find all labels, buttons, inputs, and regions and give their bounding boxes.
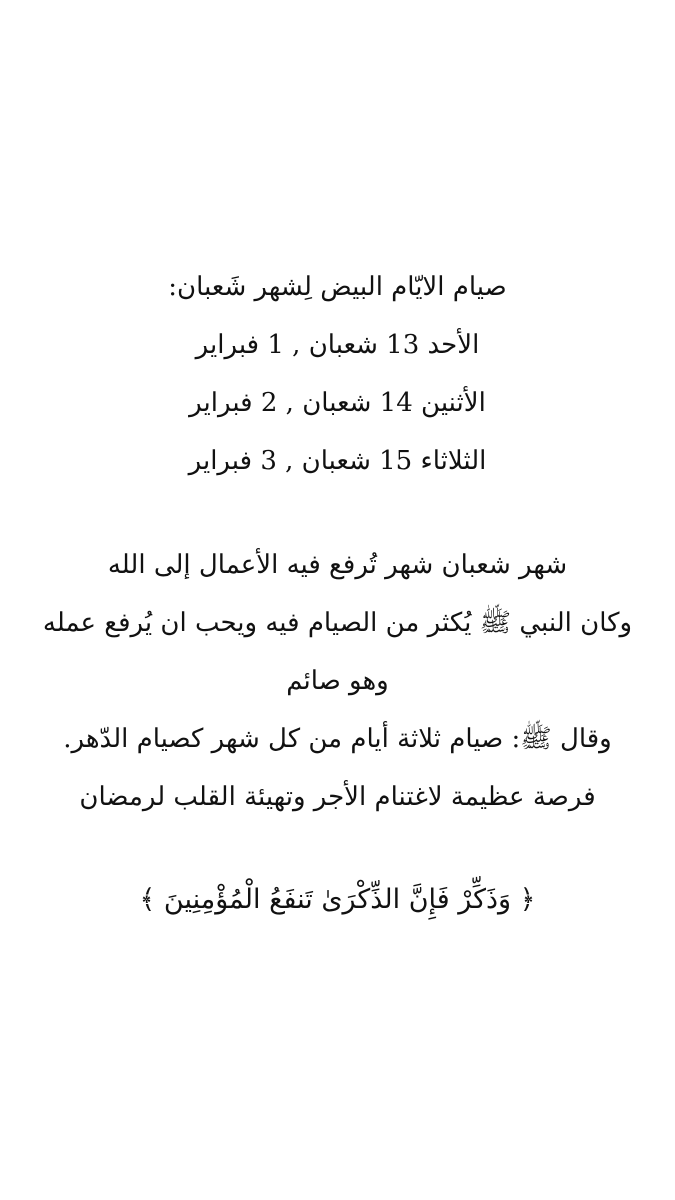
shaban-message — [40, 536, 635, 826]
message-line-deeds-raised: شهر شعبان شهر تُرفع فيه الأعمال إلى الله — [107, 550, 568, 580]
quran-verse — [40, 872, 635, 928]
schedule-heading: صيام الايّام البيض لِشهر شَعبان: — [168, 272, 507, 302]
verse-text: ﴿ وَذَكِّرْ فَإِنَّ الذِّكْرَىٰ تَنفَعُ الْمُؤْمِنِينَ ﴾ — [139, 884, 536, 915]
schedule-day-monday: الأثنين 14 شعبان , 2 فبراير — [189, 388, 486, 418]
message-line-three-days: وقال ﷺ: صيام ثلاثة أيام من كل شهر كصيام الدّهر. — [63, 724, 612, 754]
message-line-opportunity: فرصة عظيمة لاغتنام الأجر وتهيئة القلب لرمضان — [79, 782, 596, 812]
schedule-day-tuesday: الثلاثاء 15 شعبان , 3 فبراير — [188, 446, 487, 476]
white-days-schedule — [40, 258, 635, 490]
message-line-prophet-fasting: وكان النبي ﷺ يُكثر من الصيام فيه ويحب ان يُرفع عمله وهو صائم — [42, 608, 633, 696]
schedule-day-sunday: الأحد 13 شعبان , 1 فبراير — [195, 330, 480, 360]
